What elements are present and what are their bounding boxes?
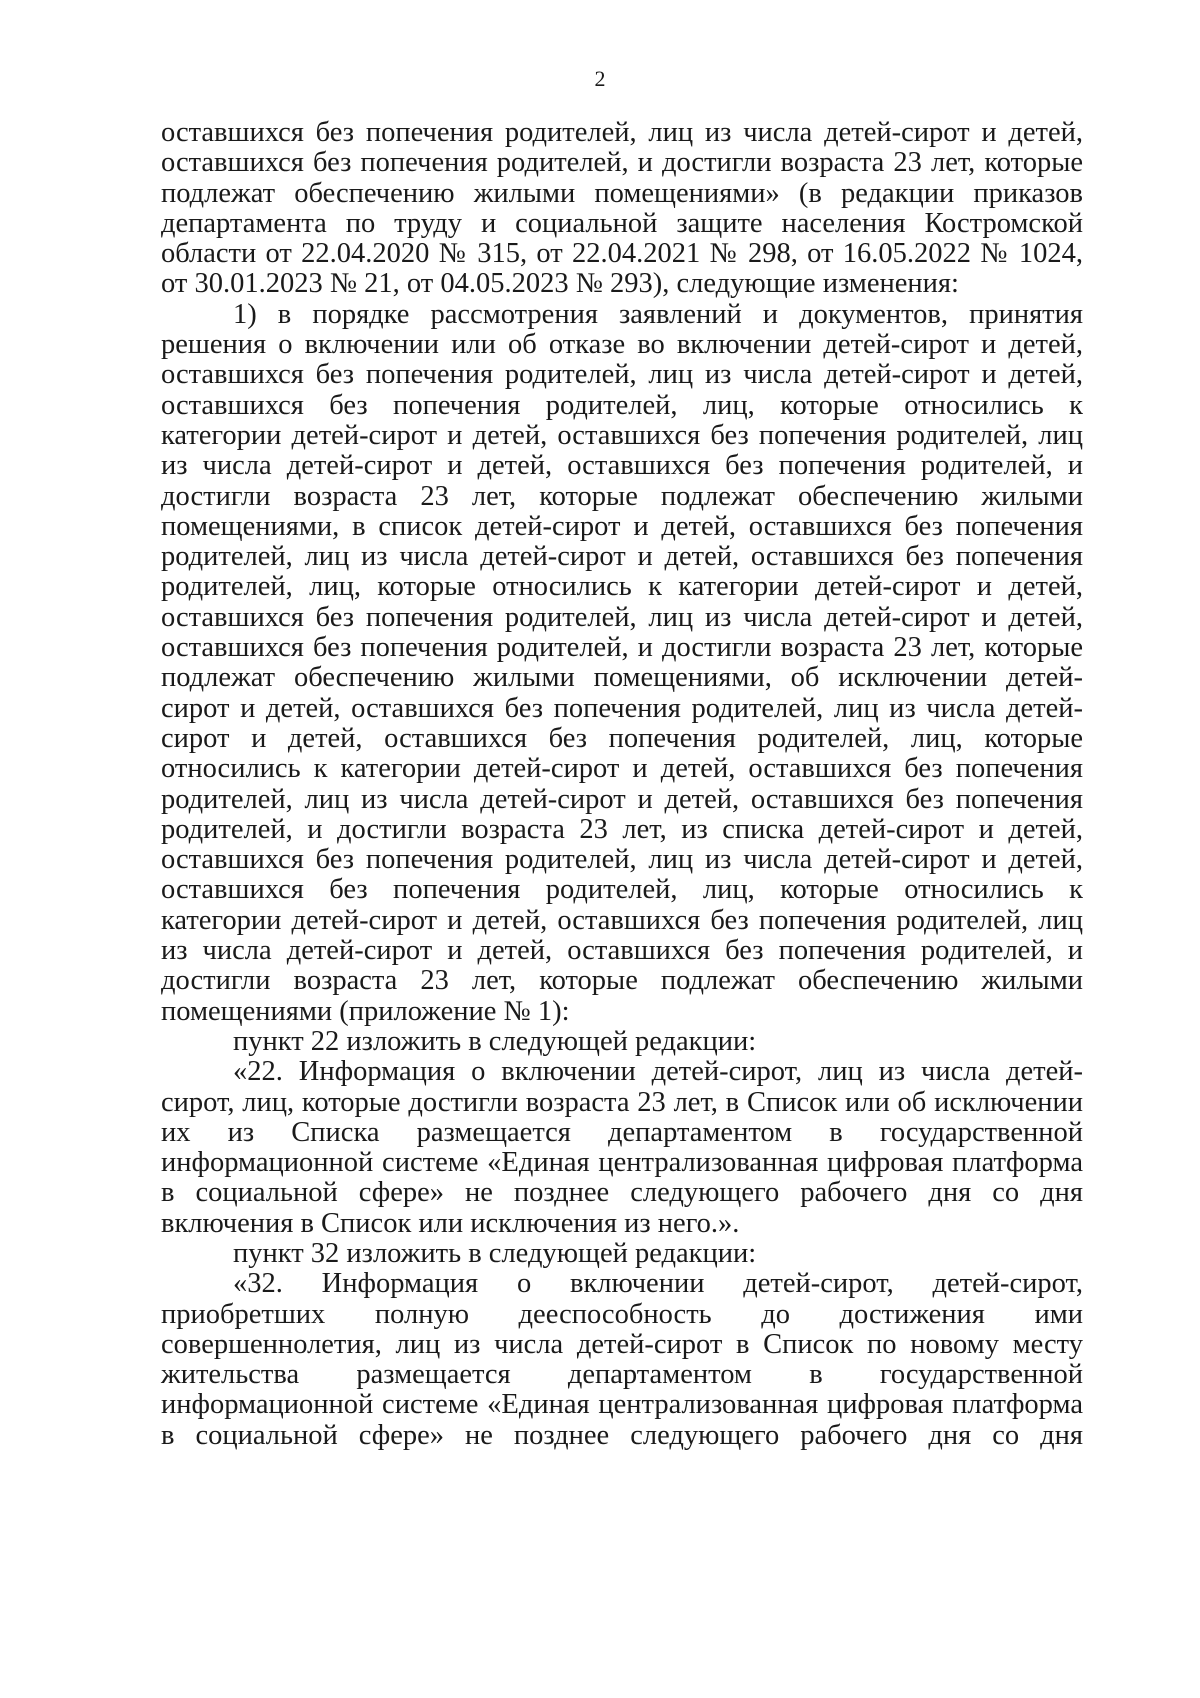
text-line: оставшихся без попечения родителей, лиц из числа детей-сирот и детей,: [161, 117, 1083, 148]
text-line: из числа детей-сирот и детей, оставшихся без попечения родителей, и: [161, 935, 1083, 967]
text-line: решения о включении или об отказе во включении детей-сирот и детей,: [161, 329, 1083, 361]
text-line: оставшихся без попечения родителей, лиц, которые относились к: [161, 389, 1083, 421]
text-line: от 30.01.2023 № 21, от 04.05.2023 № 293), следующие изменения:: [161, 268, 959, 300]
text-line: 1) в порядке рассмотрения заявлений и документов, принятия: [233, 298, 1083, 330]
page-number: 2: [594, 66, 606, 91]
text-line: родителей, и достигли возраста 23 лет, из списка детей-сирот и детей,: [161, 813, 1083, 845]
text-line: относились к категории детей-сирот и детей, оставшихся без попечения: [161, 753, 1083, 785]
text-line: подлежат обеспечению жилыми помещениями, об исключении детей-: [161, 662, 1083, 694]
text-line: помещениями (приложение № 1):: [161, 995, 570, 1027]
text-line: департамента по труду и социальной защите населения Костромской: [161, 207, 1083, 239]
text-line: включения в Список или исключения из него.».: [161, 1207, 740, 1239]
text-line: «32. Информация о включении детей-сирот, детей-сирот,: [233, 1268, 1083, 1300]
text-line: категории детей-сирот и детей, оставшихся без попечения родителей, лиц: [161, 419, 1083, 451]
text-line: области от 22.04.2020 № 315, от 22.04.2021 № 298, от 16.05.2022 № 1024,: [161, 238, 1083, 270]
text-line: оставшихся без попечения родителей, и достигли возраста 23 лет, которые: [161, 632, 1083, 664]
text-line: в социальной сфере» не позднее следующего рабочего дня со дня: [161, 1177, 1083, 1209]
text-line: достигли возраста 23 лет, которые подлежат обеспечению жилыми: [161, 480, 1083, 512]
text-line: оставшихся без попечения родителей, лиц из числа детей-сирот и детей,: [161, 359, 1083, 391]
text-line: сирот и детей, оставшихся без попечения родителей, лиц из числа детей-: [161, 692, 1083, 724]
text-line: оставшихся без попечения родителей, лиц, которые относились к: [161, 874, 1083, 906]
text-line: подлежат обеспечению жилыми помещениями» (в редакции приказов: [161, 177, 1083, 209]
text-line: родителей, лиц из числа детей-сирот и детей, оставшихся без попечения: [161, 541, 1083, 573]
text-line: информационной системе «Единая централизованная цифровая платформа: [161, 1147, 1083, 1179]
text-line: сирот и детей, оставшихся без попечения родителей, лиц, которые: [161, 722, 1083, 754]
text-line: категории детей-сирот и детей, оставшихся без попечения родителей, лиц: [161, 904, 1083, 936]
text-line: информационной системе «Единая централизованная цифровая платформа: [161, 1389, 1083, 1421]
text-line: оставшихся без попечения родителей, лиц из числа детей-сирот и детей,: [161, 601, 1083, 633]
text-line: из числа детей-сирот и детей, оставшихся без попечения родителей, и: [161, 450, 1083, 482]
text-line: родителей, лиц из числа детей-сирот и детей, оставшихся без попечения: [161, 783, 1083, 815]
text-line: «22. Информация о включении детей-сирот, лиц из числа детей-: [233, 1056, 1083, 1088]
text-line: в социальной сфере» не позднее следующего рабочего дня со дня: [161, 1419, 1083, 1451]
text-line: оставшихся без попечения родителей, лиц из числа детей-сирот и детей,: [161, 844, 1083, 876]
text-line: совершеннолетия, лиц из числа детей-сирот в Список по новому месту: [161, 1328, 1083, 1360]
text-line: достигли возраста 23 лет, которые подлежат обеспечению жилыми: [161, 965, 1083, 997]
text-line: родителей, лиц, которые относились к категории детей-сирот и детей,: [161, 571, 1083, 603]
text-line: пункт 22 изложить в следующей редакции:: [233, 1025, 757, 1057]
text-line: жительства размещается департаментом в государственной: [161, 1359, 1083, 1391]
text-line: сирот, лиц, которые достигли возраста 23 лет, в Список или об исключении: [161, 1086, 1083, 1118]
text-line: помещениями, в список детей-сирот и детей, оставшихся без попечения: [161, 510, 1083, 542]
text-line: пункт 32 изложить в следующей редакции:: [233, 1237, 757, 1269]
body-text: [161, 118, 1083, 1451]
text-line: приобретших полную дееспособность до достижения ими: [161, 1298, 1083, 1330]
text-line: их из Списка размещается департаментом в государственной: [161, 1116, 1083, 1148]
text-line: оставшихся без попечения родителей, и достигли возраста 23 лет, которые: [161, 147, 1083, 179]
